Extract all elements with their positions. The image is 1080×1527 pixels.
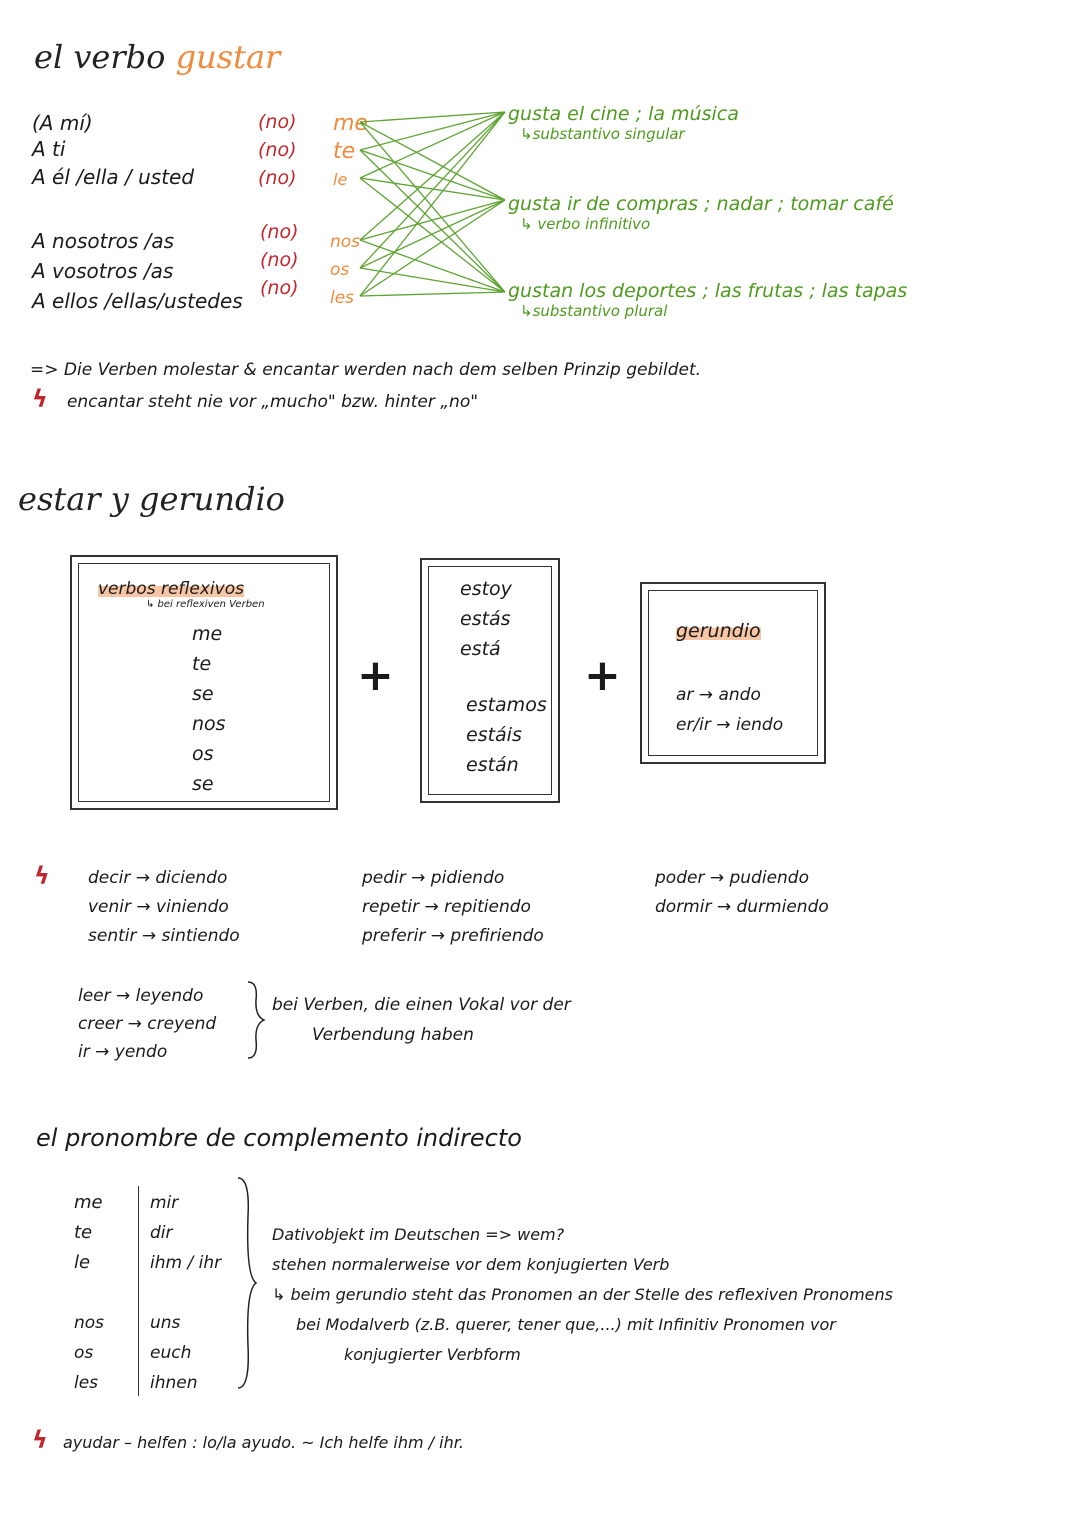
note-line: bei Verben, die einen Vokal vor der [272,995,571,1015]
reflexive-list [192,619,226,799]
estar-item: estás [460,608,511,630]
estar-list-plural [466,690,547,780]
estar-item: estáis [466,724,522,746]
german-pronoun: uns [150,1313,181,1333]
note-line: bei Modalverb (z.B. querer, tener que,...) mit Infinitiv Pronomen vor [296,1315,836,1334]
estar-list-singular [460,574,512,664]
estar-item: está [460,638,501,660]
warning-row-encantar [32,385,478,413]
rule-infinitive [508,193,894,233]
pronoun-list-singular [32,108,194,192]
irregular-list-1 [88,864,240,951]
indirect-pronouns-singular [74,1188,103,1278]
box-reflexive-title [98,579,244,599]
negation: (no) [260,277,299,299]
vowel-verb-item: creer → creyend [78,1014,217,1034]
warning-icon: ϟ [34,862,50,890]
object-pronoun: nos [330,232,361,252]
footer-note: ayudar – helfen : lo/la ayudo. ~ Ich helfe ihm / ihr. [62,1433,464,1452]
rule-sub: ↳substantivo singular [520,125,685,143]
object-pronoun: les [330,288,355,308]
title-text: gerundio [676,620,761,642]
box-gerundio-title [676,620,761,642]
pronoun: A nosotros /as [32,229,175,253]
negation: (no) [260,249,299,271]
note-line: stehen normalerweise vor dem konjugierten Verb [272,1255,670,1274]
irregular-item: pedir → pidiendo [362,868,505,888]
negation: (no) [260,221,299,243]
note-line: Verbendung haben [312,1025,474,1045]
estar-item: estamos [466,694,547,716]
section-title-indirecto: el pronombre de complemento indirecto [36,1124,522,1152]
irregular-item: repetir → repitiendo [362,897,531,917]
title-plain: el verbo [34,38,176,76]
box-reflexive-sub: ↳ bei reflexiven Verben [146,599,265,610]
column-divider [138,1186,139,1396]
irregular-item: venir → viniendo [88,897,229,917]
plus-sign: + [584,650,621,701]
irregular-item: sentir → sintiendo [88,926,240,946]
rule-plural-noun [508,280,907,320]
pronoun: A ti [32,137,66,161]
negation: (no) [258,111,297,133]
german-pronoun: euch [150,1343,192,1363]
warning-icon: ϟ [32,385,48,413]
ending-rule: er/ir → iendo [676,715,784,735]
irregular-item: preferir → prefiriendo [362,926,544,946]
footer-warning [32,1426,464,1454]
title-accent: gustar [175,38,281,76]
plus-sign: + [357,650,394,701]
object-pronoun: os [330,260,350,280]
negation-list-singular [258,108,297,192]
negation: (no) [258,167,297,189]
vowel-verb-list [78,982,216,1066]
rule-text: gustan los deportes ; las frutas ; las tapas [508,280,908,302]
note-encantar: encantar steht nie vor „mucho" bzw. hinter „no" [66,392,479,412]
pronoun: A ellos /ellas/ustedes [32,289,243,313]
reflexive-item: os [192,743,214,765]
object-pronoun: te [333,139,356,164]
warning-icon: ϟ [32,1426,48,1454]
connection-lines [355,100,515,320]
irregular-list-2 [362,864,544,951]
german-pronoun: mir [150,1193,179,1213]
object-pronoun: me [333,111,368,136]
indirect-notes [272,1220,893,1370]
section-title-gerundio: estar y gerundio [18,480,285,518]
indirect-pronoun: te [74,1222,93,1243]
gerundio-endings [676,680,783,740]
irregular-item: decir → diciendo [88,868,228,888]
indirect-pronoun: le [74,1252,91,1273]
reflexive-item: se [192,773,214,795]
pronoun: A él /ella / usted [32,165,195,189]
rule-singular-noun [508,103,739,143]
reflexive-item: se [192,683,214,705]
pronoun: (A mí) [32,111,93,135]
irregular-item: dormir → durmiendo [655,897,829,917]
german-pronoun: dir [150,1223,173,1243]
rule-sub: ↳substantivo plural [520,302,668,320]
note-line: ↳ beim gerundio steht das Pronomen an der Stelle des reflexiven Pronomens [272,1285,893,1304]
vowel-verb-item: leer → leyendo [78,986,204,1006]
indirect-pronoun: nos [74,1313,105,1333]
german-pronouns-singular [150,1188,221,1278]
german-pronouns-plural [150,1308,198,1398]
negation-list-plural [260,218,299,302]
indirect-pronoun: os [74,1343,94,1363]
estar-item: estoy [460,578,512,600]
german-pronoun: ihm / ihr [150,1253,222,1273]
irregular-list-3 [655,864,829,922]
rule-sub: ↳ verbo infinitivo [520,215,651,233]
section-title-gustar [34,38,280,76]
rule-text: gusta el cine ; la música [508,103,739,125]
vowel-verb-item: ir → yendo [78,1042,168,1062]
ending-rule: ar → ando [676,685,761,705]
reflexive-item: nos [192,713,226,735]
title-text: verbos reflexivos [98,579,244,599]
irregular-item: poder → pudiendo [655,868,809,888]
box-gerundio [640,582,826,764]
box-reflexive [70,555,338,810]
note-line: Dativobjekt im Deutschen => wem? [272,1225,565,1244]
note-line: konjugierter Verbform [344,1345,521,1364]
box-estar [420,558,560,803]
object-pronoun: le [333,170,348,189]
reflexive-item: me [192,623,223,645]
pronoun: A vosotros /as [32,259,174,283]
note-other-verbs: => Die Verben molestar & encantar werden nach dem selben Prinzip gebildet. [30,360,702,380]
rule-text: gusta ir de compras ; nadar ; tomar café [508,193,894,215]
reflexive-item: te [192,653,212,675]
indirect-pronouns-plural [74,1308,104,1398]
negation: (no) [258,139,297,161]
estar-item: están [466,754,519,776]
curly-brace [234,1176,260,1391]
indirect-pronoun: me [74,1192,103,1213]
pronoun-list-plural [32,226,243,316]
indirect-pronoun: les [74,1373,99,1393]
curly-brace [244,980,268,1060]
vowel-verb-note [272,990,571,1050]
german-pronoun: ihnen [150,1373,198,1393]
